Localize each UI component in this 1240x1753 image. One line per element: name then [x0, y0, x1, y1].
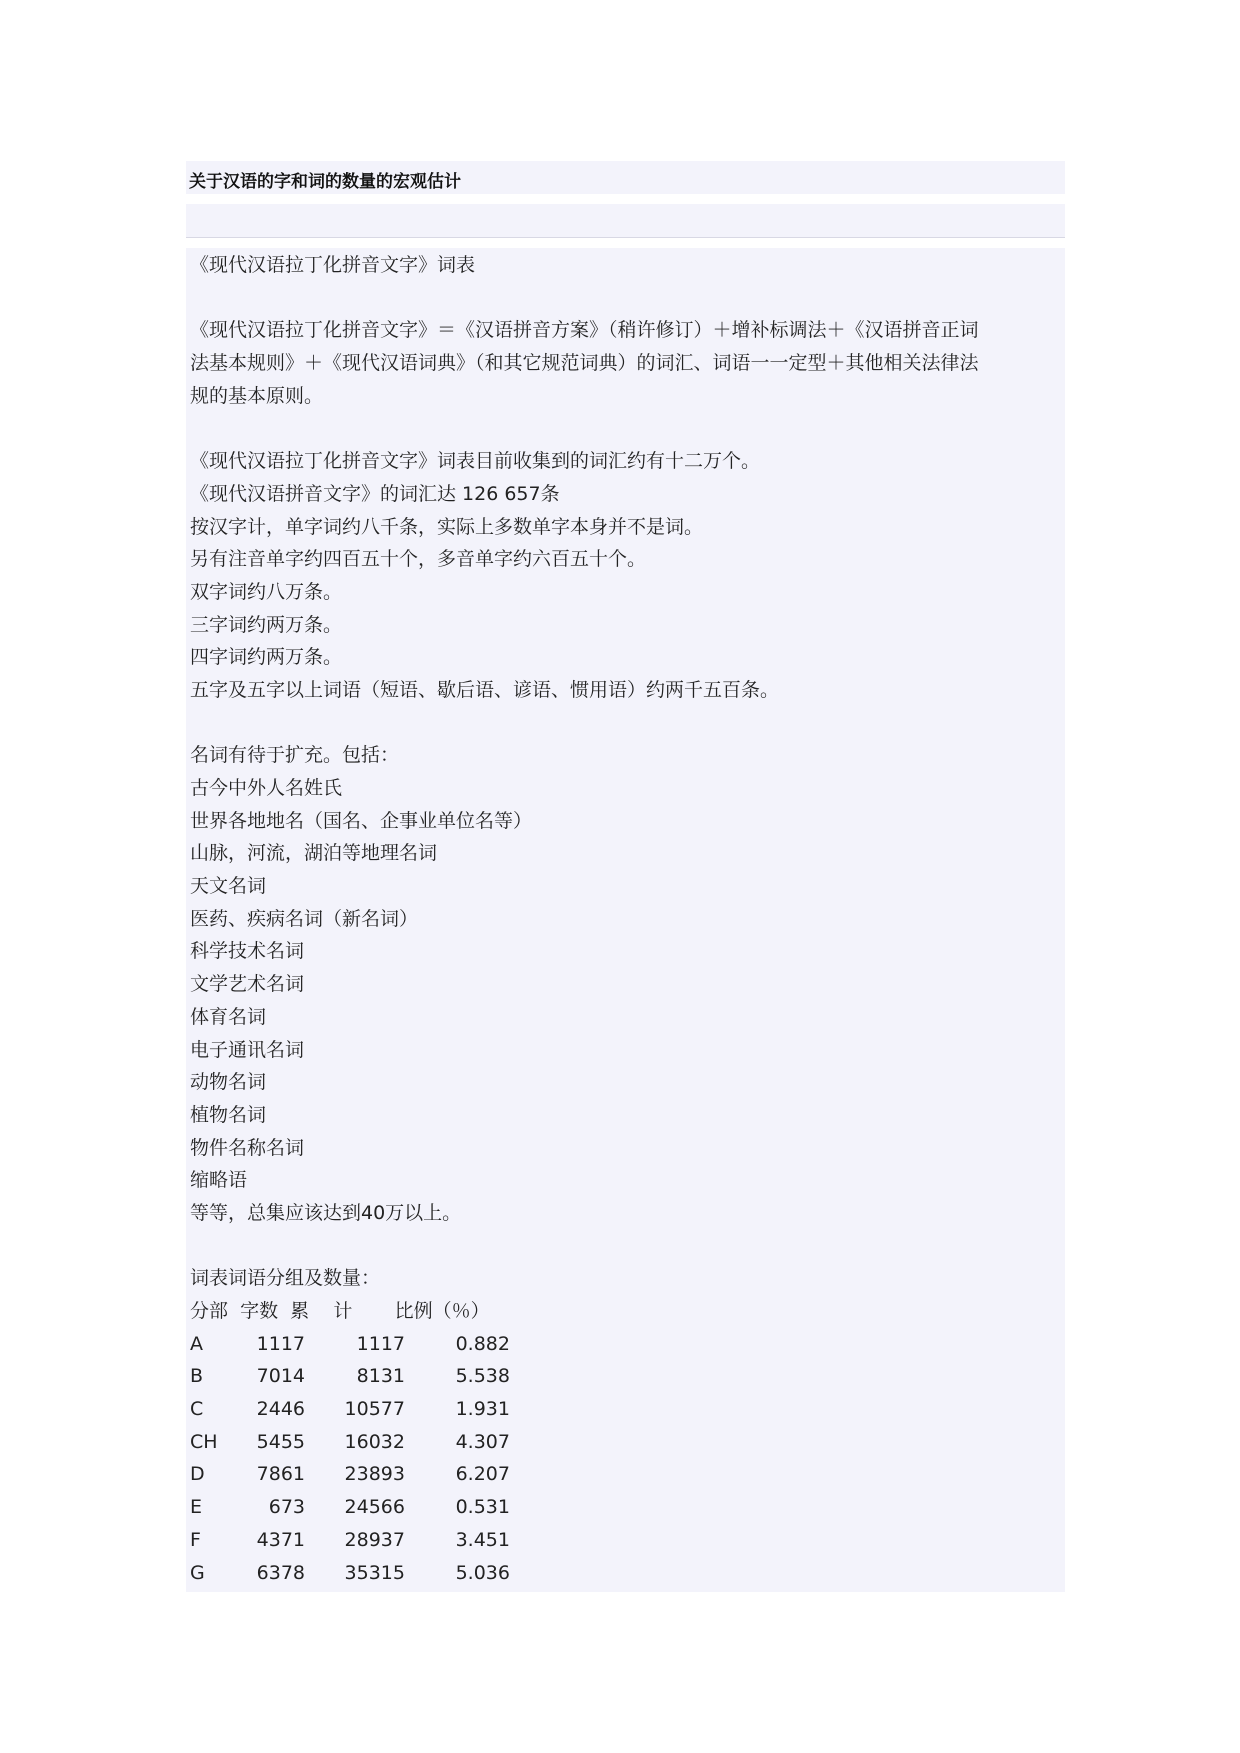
section-cell: G	[190, 1561, 205, 1584]
cumulative-cell: 8131	[356, 1365, 405, 1388]
text-line: 山脉，河流，湖泊等地理名词	[190, 842, 438, 865]
text-line: 植物名词	[190, 1103, 267, 1126]
count-cell: 7014	[256, 1365, 305, 1388]
text-line: 按汉字计，单字词约八千条，实际上多数单字本身并不是词。	[190, 515, 704, 538]
table-row	[190, 1491, 1061, 1524]
cumulative-cell: 16032	[344, 1430, 405, 1453]
text-line: 文学艺术名词	[190, 973, 305, 996]
cumulative-cell: 24566	[344, 1496, 405, 1519]
table-row	[190, 1458, 1061, 1491]
text-line: 缩略语	[190, 1169, 248, 1192]
blank-line	[190, 707, 1061, 740]
percent-cell: 4.307	[455, 1430, 510, 1453]
cumulative-cell: 10577	[344, 1398, 405, 1421]
page-title: 关于汉语的字和词的数量的宏观估计	[189, 172, 461, 192]
section-cell: C	[190, 1398, 204, 1421]
section-cell: CH	[190, 1430, 218, 1453]
cumulative-cell: 28937	[344, 1528, 405, 1551]
text-line: 四字词约两万条。	[190, 646, 343, 669]
text-line: 规的基本原则。	[190, 384, 324, 407]
count-cell: 5455	[256, 1430, 305, 1453]
text-line: 等等，总集应该达到40万以上。	[190, 1201, 462, 1224]
body-box	[186, 248, 1065, 1592]
text-line: 三字词约两万条。	[190, 613, 343, 636]
text-line: 古今中外人名姓氏	[190, 777, 343, 799]
percent-cell: 5.538	[455, 1365, 510, 1388]
body-text	[190, 249, 1061, 1589]
cumulative-cell: 35315	[344, 1561, 405, 1584]
text-line: 分部 字数 累 计 比例（％）	[190, 1300, 490, 1322]
percent-cell: 0.531	[455, 1496, 510, 1519]
text-line: 《现代汉语拉丁化拼音文字》＝《汉语拼音方案》（稍许修订）＋增补标调法＋《汉语拼音正词	[190, 319, 979, 342]
text-line: 世界各地地名（国名、企事业单位名等）	[190, 809, 533, 832]
percent-cell: 6.207	[455, 1463, 510, 1486]
text-line: 双字词约八万条。	[190, 580, 343, 603]
table-row	[190, 1328, 1061, 1361]
percent-cell: 1.931	[455, 1398, 510, 1421]
text-line: 医药、疾病名词（新名词）	[190, 907, 419, 930]
text-line: 另有注音单字约四百五十个，多音单字约六百五十个。	[190, 548, 647, 571]
table-row	[190, 1557, 1061, 1590]
percent-cell: 5.036	[455, 1561, 510, 1584]
count-cell: 2446	[256, 1398, 305, 1421]
text-line: 物件名称名词	[190, 1136, 305, 1159]
section-cell: A	[190, 1332, 203, 1355]
table-row	[190, 1360, 1061, 1393]
table-row	[190, 1426, 1061, 1459]
text-line: 法基本规则》＋《现代汉语词典》（和其它规范词典）的词汇、词语一一定型＋其他相关法律法	[190, 352, 979, 375]
text-line: 动物名词	[190, 1071, 267, 1094]
text-line: 《现代汉语拉丁化拼音文字》词表	[190, 254, 476, 276]
table-row	[190, 1393, 1061, 1426]
empty-box	[186, 204, 1065, 238]
text-line: 五字及五字以上词语（短语、歇后语、谚语、惯用语）约两千五百条。	[190, 678, 780, 701]
cumulative-cell: 1117	[356, 1332, 405, 1355]
table-row	[190, 1524, 1061, 1557]
text-line: 《现代汉语拼音文字》的词汇达 126 657条	[190, 482, 560, 505]
percent-cell: 0.882	[455, 1332, 510, 1355]
count-cell: 1117	[256, 1332, 305, 1355]
text-line: 《现代汉语拉丁化拼音文字》词表目前收集到的词汇约有十二万个。	[190, 450, 761, 473]
blank-line	[190, 282, 1061, 315]
count-cell: 7861	[256, 1463, 305, 1486]
section-cell: F	[190, 1528, 201, 1551]
section-cell: B	[190, 1365, 204, 1388]
text-line: 电子通讯名词	[190, 1038, 305, 1061]
count-cell: 6378	[256, 1561, 305, 1584]
blank-line	[190, 1230, 1061, 1263]
percent-cell: 3.451	[455, 1528, 510, 1551]
text-line: 词表词语分组及数量：	[190, 1267, 381, 1290]
blank-line	[190, 412, 1061, 445]
text-line: 天文名词	[190, 875, 267, 898]
count-cell: 673	[268, 1496, 305, 1519]
section-cell: D	[190, 1463, 205, 1486]
section-cell: E	[190, 1496, 203, 1519]
text-line: 名词有待于扩充。包括：	[190, 744, 400, 767]
text-line: 体育名词	[190, 1005, 267, 1028]
text-line: 科学技术名词	[190, 940, 305, 963]
count-cell: 4371	[256, 1528, 305, 1551]
title-box	[186, 161, 1065, 194]
cumulative-cell: 23893	[344, 1463, 405, 1486]
